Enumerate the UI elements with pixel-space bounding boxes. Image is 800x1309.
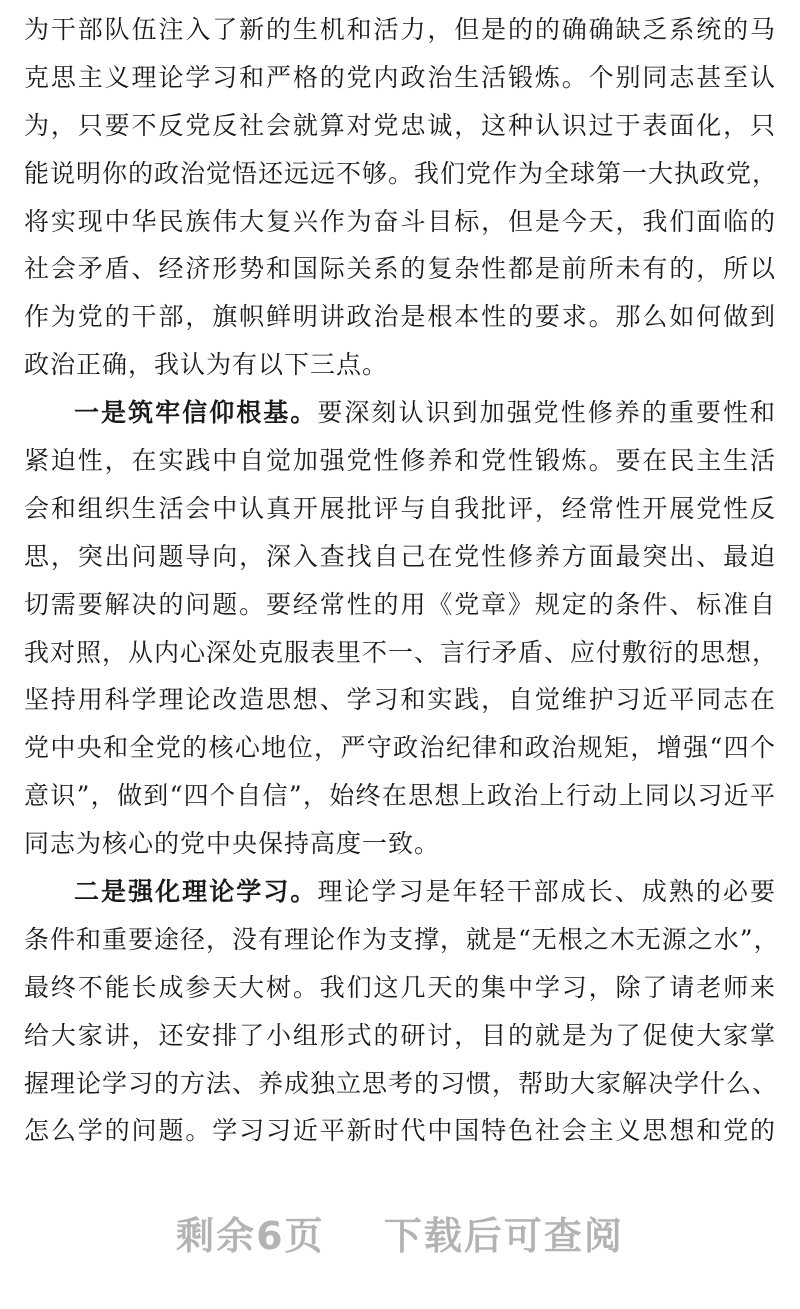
text-span: 要深刻认识到加强党性修养的重要性和	[317, 398, 776, 428]
download-to-view-label: 下载后可查阅	[383, 1214, 624, 1258]
paragraph-heading: 二是强化理论学习。	[74, 877, 318, 907]
text-line: 意识”，做到“四个自信”，始终在思想上政治上行动上同以习近平	[24, 781, 776, 811]
text-line: 给大家讲，还安排了小组形式的研讨，目的就是为了促使大家掌	[24, 1020, 776, 1050]
text-line: 切需要解决的问题。要经常性的用《党章》规定的条件、标准自	[24, 589, 776, 619]
paragraph-heading: 一是筑牢信仰根基。	[74, 398, 318, 428]
text-line	[24, 389, 776, 437]
text-line: 最终不能长成参天大树。我们这几天的集中学习，除了请老师来	[24, 972, 776, 1002]
text-line: 克思主义理论学习和严格的党内政治生活锻炼。个别同志甚至认	[24, 62, 776, 92]
text-line: 将实现中华民族伟大复兴作为奋斗目标，但是今天，我们面临的	[24, 206, 776, 236]
text-line: 党中央和全党的核心地位，严守政治纪律和政治规矩，增强“四个	[24, 733, 776, 763]
remaining-pages-label: 剩余6页	[176, 1214, 325, 1258]
paragraph-2	[24, 389, 779, 868]
paragraph-3	[24, 868, 780, 1155]
paragraph-1	[24, 6, 779, 389]
text-line: 我对照，从内心深处克服表里不一、言行矛盾、应付敷衍的思想，	[24, 637, 779, 667]
text-line	[24, 868, 776, 916]
text-line: 同志为核心的党中央保持高度一致。	[24, 829, 441, 859]
text-line: 握理论学习的方法、养成独立思考的习惯，帮助大家解决学什么、	[24, 1068, 779, 1098]
text-line: 紧迫性，在实践中自觉加强党性修养和党性锻炼。要在民主生活	[24, 446, 776, 476]
text-line: 能说明你的政治觉悟还远远不够。我们党作为全球第一大执政党，	[24, 158, 779, 188]
text-line: 社会矛盾、经济形势和国际关系的复杂性都是前所未有的，所以	[24, 254, 776, 284]
text-line: 条件和重要途径，没有理论作为支撑，就是“无根之木无源之水”，	[24, 924, 780, 954]
text-line: 为，只要不反党反社会就算对党忠诚，这种认识过于表面化，只	[24, 110, 776, 140]
text-line: 为干部队伍注入了新的生机和活力，但是的的确确缺乏系统的马	[24, 15, 776, 44]
download-prompt[interactable]	[0, 1205, 800, 1260]
text-line: 坚持用科学理论改造思想、学习和实践，自觉维护习近平同志在	[24, 685, 776, 715]
text-line: 思，突出问题导向，深入查找自己在党性修养方面最突出、最迫	[24, 541, 776, 571]
text-line: 怎么学的问题。学习习近平新时代中国特色社会主义思想和党的	[24, 1116, 776, 1146]
text-span: 理论学习是年轻干部成长、成熟的必要	[317, 877, 776, 907]
text-line: 作为党的干部，旗帜鲜明讲政治是根本性的要求。那么如何做到	[24, 302, 776, 332]
text-line: 会和组织生活会中认真开展批评与自我批评，经常性开展党性反	[24, 493, 776, 523]
text-line: 政治正确，我认为有以下三点。	[24, 350, 389, 380]
document-body	[24, 6, 780, 1155]
